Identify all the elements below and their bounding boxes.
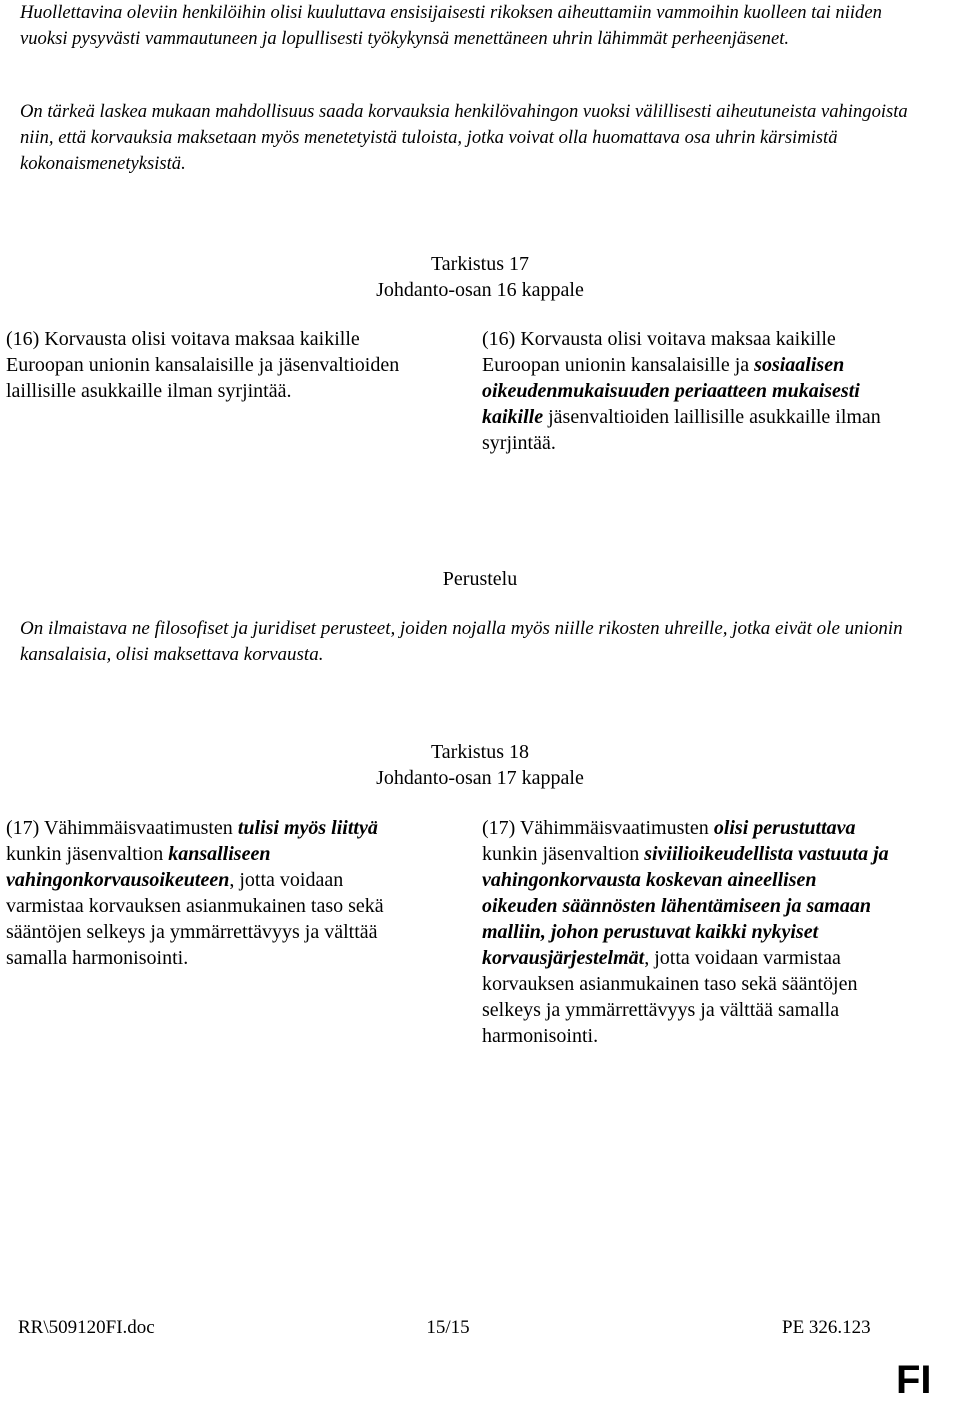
- amendment-18-title: Tarkistus 18: [430, 741, 530, 763]
- amendment-17-subtitle: Johdanto-osan 16 kappale: [376, 279, 584, 301]
- intro-paragraph-1: Huollettavina oleviin henkilöihin olisi kuuluttava ensisijaisesti rikoksen aiheuttamiin vammoihin kuolleen tai niiden vuoksi pysyvästi vammautuneen ja lopullisesti työkykynsä menettäneen uhrin lähimmät perheenjäsenet.: [20, 2, 882, 49]
- bold-run: kansalliseen vahingonkorvausoikeuteen: [6, 843, 271, 891]
- amendment-18-subtitle: Johdanto-osan 17 kappale: [376, 767, 584, 789]
- amended-bold-run: siviilioikeudellista vastuuta ja vahingonkorvausta koskevan aineellisen oikeuden säännösten lähentämiseen ja samaan malliin, johon perustuvat kaikki nykyiset korvausjärjestelmät: [482, 843, 889, 969]
- amendment-18-amended-text: [482, 815, 892, 1049]
- footer-doc-id: RR\509120FI.doc: [18, 1317, 155, 1338]
- language-code: FI: [896, 1358, 932, 1402]
- text-run: kunkin jäsenvaltion: [6, 843, 169, 865]
- justification-title: Perustelu: [442, 568, 518, 590]
- footer-reference: PE 326.123: [782, 1317, 871, 1338]
- text-run: , jotta voidaan varmistaa korvauksen asianmukainen taso sekä sääntöjen selkeys ja ymmärrettävyys ja välttää samalla harmonisointi.: [482, 947, 858, 1047]
- text-run: (17) Vähimmäisvaatimusten: [6, 817, 238, 839]
- amendment-18-commission-text: [6, 815, 416, 971]
- text-run: jäsenvaltioiden laillisille asukkaille ilman syrjintää.: [482, 406, 881, 454]
- bold-run: tulisi myös liittyä: [237, 817, 378, 839]
- intro-paragraph-2: On tärkeä laskea mukaan mahdollisuus saada korvauksia henkilövahingon vuoksi välillisesti aiheutuneista vahingoista niin, että korvauksia maksetaan myös menetetyistä tuloista, jotka voivat olla huomattava osa uhrin kärsimistä kokonaismenetyksistä.: [20, 101, 908, 174]
- text-run: (16) Korvausta olisi voitava maksaa kaikille Euroopan unionin kansalaisille ja: [482, 328, 836, 376]
- text-run: (17) Vähimmäisvaatimusten: [482, 817, 714, 839]
- text-run: , jotta voidaan varmistaa korvauksen asianmukainen taso sekä sääntöjen selkeys ja ymmärrettävyys ja välttää samalla harmonisointi.: [6, 869, 384, 969]
- justification-text: On ilmaistava ne filosofiset ja juridiset perusteet, joiden nojalla myös niille rikosten uhreille, jotka eivät ole unionin kansalaisia, olisi maksettava korvausta.: [20, 618, 903, 665]
- text-run: kunkin jäsenvaltion: [482, 843, 645, 865]
- amended-bold-run: sosiaalisen oikeudenmukaisuuden periaatteen mukaisesti kaikille: [482, 354, 860, 428]
- amendment-17-commission-text: (16) Korvausta olisi voitava maksaa kaikille Euroopan unionin kansalaisille ja jäsenvaltioiden laillisille asukkaille ilman syrjintää.: [6, 328, 400, 402]
- amendment-17-title: Tarkistus 17: [430, 253, 530, 275]
- amendment-17-amended-text: [482, 326, 892, 456]
- amended-bold-run: olisi perustuttava: [713, 817, 856, 839]
- footer-page-number: 15/15: [426, 1317, 470, 1338]
